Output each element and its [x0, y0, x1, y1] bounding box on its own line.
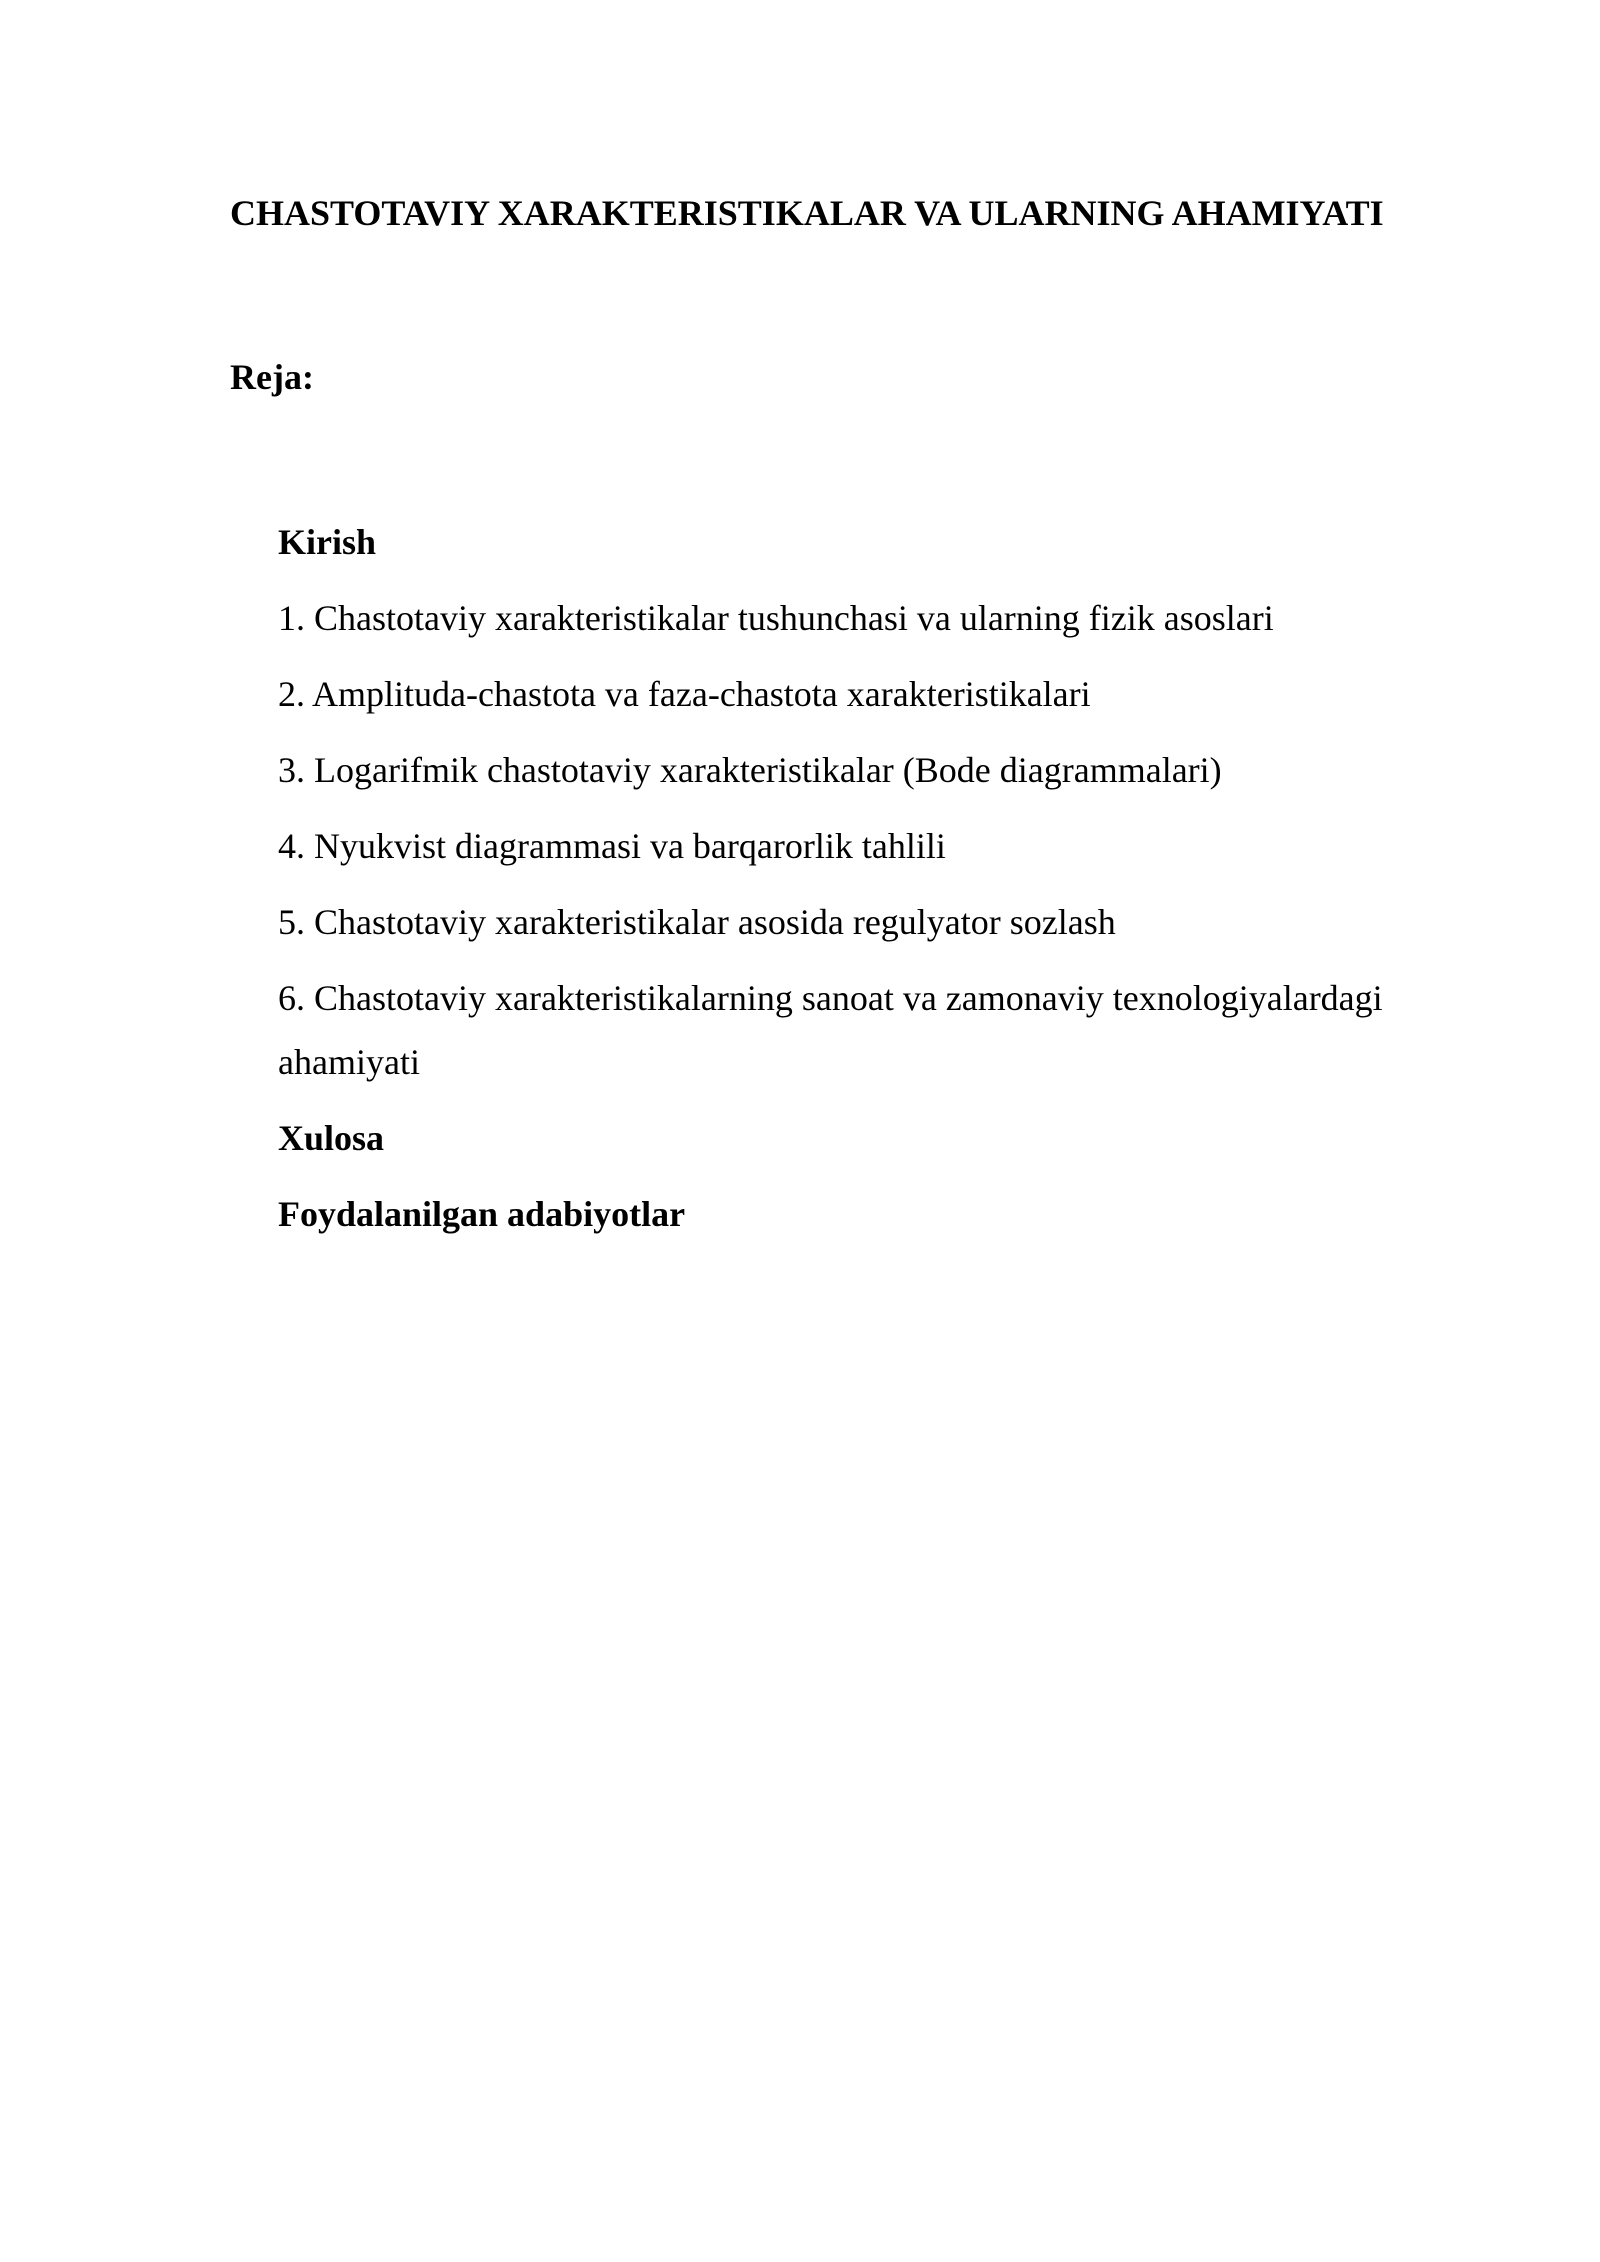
- plan-item-3: 3. Logarifmik chastotaviy xarakteristikalar (Bode diagrammalari): [278, 750, 1222, 790]
- document-title: CHASTOTAVIY XARAKTERISTIKALAR VA ULARNING AHAMIYATI: [230, 193, 1384, 233]
- plan-item-references: Foydalanilgan adabiyotlar: [278, 1194, 686, 1234]
- plan-item-2: 2. Amplituda-chastota va faza-chastota xarakteristikalari: [278, 674, 1091, 714]
- plan-item-intro: Kirish: [278, 522, 377, 562]
- plan-item-1: 1. Chastotaviy xarakteristikalar tushunchasi va ularning fizik asoslari: [278, 598, 1274, 638]
- plan-item-6: 6. Chastotaviy xarakteristikalarning sanoat va zamonaviy texnologiyalardagi ahamiyati: [278, 978, 1383, 1082]
- plan-list: [278, 510, 1478, 1258]
- plan-item-5: 5. Chastotaviy xarakteristikalar asosida regulyator sozlash: [278, 902, 1116, 942]
- plan-item-4: 4. Nyukvist diagrammasi va barqarorlik tahlili: [278, 826, 946, 866]
- plan-item-conclusion: Xulosa: [278, 1118, 385, 1158]
- plan-heading: Reja:: [230, 357, 314, 397]
